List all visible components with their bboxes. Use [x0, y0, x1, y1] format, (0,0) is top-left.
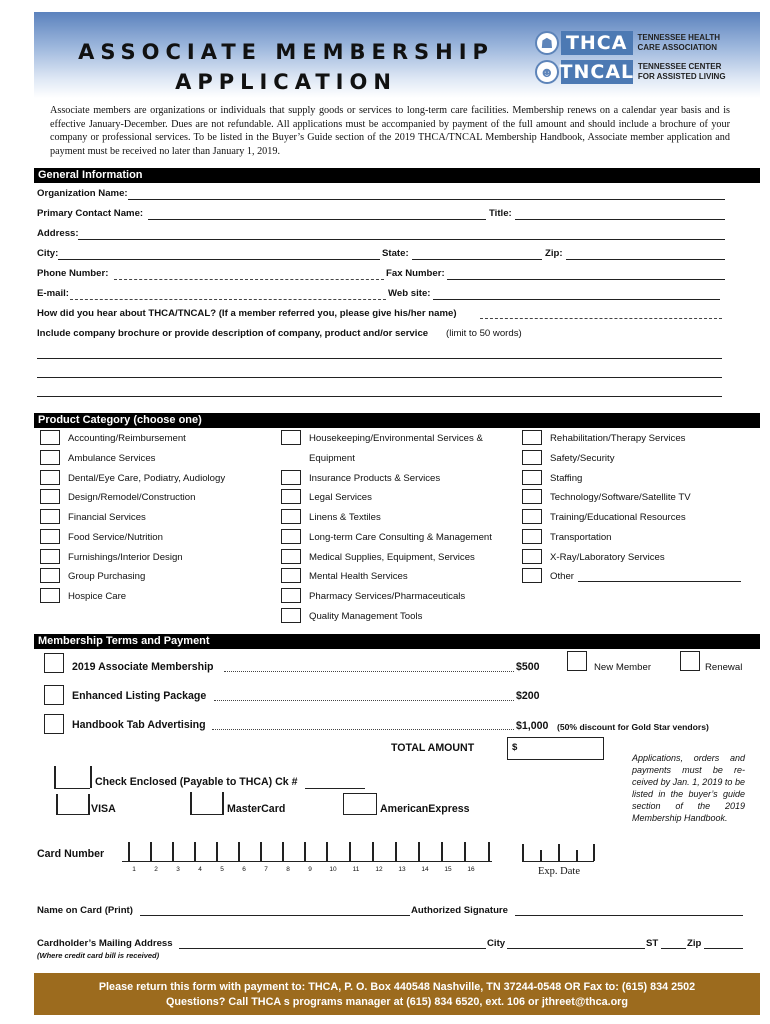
category-label: Ambulance Services [68, 453, 156, 464]
description-line-3[interactable] [37, 396, 722, 397]
digit-tick [441, 842, 443, 862]
card-digit-number: 15 [444, 866, 452, 873]
phone-field[interactable] [114, 279, 384, 280]
footer-questions-line: Questions? Call THCA s programs manager at (615) 834 6520, ext. 106 or jthreet@thca.org [166, 996, 628, 1008]
card-digit-number: 9 [308, 866, 312, 873]
form-title-line2: APPLICATION [175, 70, 397, 94]
checkbox-enhanced-listing[interactable] [44, 685, 64, 705]
check-number-field[interactable] [305, 788, 365, 789]
org-name-label: Organization Name: [37, 188, 128, 199]
checkbox-technology[interactable] [522, 489, 542, 504]
mastercard-blank[interactable] [190, 814, 224, 815]
phone-label: Phone Number: [37, 268, 109, 279]
category-label: Group Purchasing [68, 571, 146, 582]
visa-mark [88, 794, 90, 814]
thca-logo [535, 30, 733, 56]
exp-tick [558, 844, 560, 861]
digit-tick [216, 842, 218, 862]
checkbox-insurance[interactable] [281, 470, 301, 485]
checkbox-american-express[interactable] [343, 793, 377, 815]
primary-contact-field[interactable] [148, 219, 486, 220]
city-label-card: City [487, 938, 506, 949]
card-digit-number: 3 [176, 866, 180, 873]
deadline-note: Applications, orders and payments must be re-ceived by Jan. 1, 2019 to be listed in the buyer’s guide section of the 2019 Membership Handbook. [632, 753, 745, 823]
checkbox-quality-management[interactable] [281, 608, 301, 623]
title-label: Title: [489, 208, 512, 219]
tncal-logo-abbr: TNCAL [559, 61, 635, 83]
category-label: Other [550, 571, 574, 582]
exp-date-field[interactable] [522, 861, 594, 862]
category-label: Training/Educational Resources [550, 512, 686, 523]
other-field[interactable] [578, 581, 741, 582]
leader-dots [214, 700, 514, 701]
zip-label: Zip: [545, 248, 563, 259]
category-label: Linens & Textiles [309, 512, 381, 523]
category-label: Insurance Products & Services [309, 473, 441, 484]
category-label: Medical Supplies, Equipment, Services [309, 552, 475, 563]
authorized-signature-label: Authorized Signature [411, 905, 509, 916]
state-field[interactable] [412, 259, 542, 260]
checkbox-accounting[interactable] [40, 430, 60, 445]
category-label: Hospice Care [68, 591, 127, 602]
category-label: Pharmacy Services/Pharmaceuticals [309, 591, 466, 602]
general-info-heading: General Information [34, 168, 760, 183]
email-label: E-mail: [37, 288, 69, 299]
fax-field[interactable] [447, 279, 725, 280]
dollar-sign: $ [512, 742, 518, 753]
checkbox-training[interactable] [522, 509, 542, 524]
org-name-field[interactable] [128, 199, 725, 200]
digit-tick [260, 842, 262, 862]
checkbox-handbook-tab[interactable] [44, 714, 64, 734]
hear-about-label: How did you hear about THCA/TNCAL? (If a member referred you, please give his/her name) [37, 308, 457, 319]
thca-logo-name: TENNESSEE HEALTH CARE ASSOCIATION [637, 33, 721, 52]
people-icon: ☻ [535, 60, 559, 84]
checkbox-renewal[interactable] [680, 651, 700, 671]
checkbox-financial[interactable] [40, 509, 60, 524]
building-icon: ☗ [535, 31, 559, 55]
digit-tick [349, 842, 351, 862]
title-field[interactable] [515, 219, 725, 220]
membership-terms-heading: Membership Terms and Payment [34, 634, 760, 649]
exp-date-label: Exp. Date [538, 866, 580, 877]
category-label: Long-term Care Consulting & Management [309, 532, 492, 543]
checkbox-safety[interactable] [522, 450, 542, 465]
checkbox-other[interactable] [522, 568, 542, 583]
check-enclosed-mark [90, 766, 92, 788]
email-field[interactable] [70, 299, 386, 300]
checkbox-dental[interactable] [40, 470, 60, 485]
card-digit-number: 6 [242, 866, 246, 873]
category-label: Quality Management Tools [309, 611, 423, 622]
checkbox-staffing[interactable] [522, 470, 542, 485]
city-label: City: [37, 248, 59, 259]
total-amount-field[interactable] [507, 737, 604, 760]
st-label: ST [646, 938, 659, 949]
address-field[interactable] [78, 239, 725, 240]
form-title-line1: ASSOCIATE MEMBERSHIP [78, 40, 494, 64]
primary-contact-label: Primary Contact Name: [37, 208, 144, 219]
category-label: Safety/Security [550, 453, 615, 464]
tncal-logo-name: TENNESSEE CENTER FOR ASSISTED LIVING [637, 62, 726, 81]
checkbox-pharmacy[interactable] [281, 588, 301, 603]
check-enclosed-label: Check Enclosed (Payable to THCA) Ck # [95, 776, 298, 788]
category-label: Legal Services [309, 492, 372, 503]
card-digit-number: 8 [286, 866, 290, 873]
digit-tick [304, 842, 306, 862]
thca-logo-abbr: THCA [561, 31, 633, 55]
new-member-label: New Member [594, 662, 652, 673]
mastercard-mark [190, 792, 192, 814]
st-field[interactable] [661, 948, 686, 949]
address-label: Address: [37, 228, 79, 239]
category-label: Food Service/Nutrition [68, 532, 163, 543]
category-label: Staffing [550, 473, 583, 484]
website-field[interactable] [433, 299, 720, 300]
checkbox-group-purchasing[interactable] [40, 568, 60, 583]
description-line-1[interactable] [37, 358, 722, 359]
checkbox-medical-supplies[interactable] [281, 549, 301, 564]
check-enclosed-blank[interactable] [54, 788, 90, 789]
checkbox-new-member[interactable] [567, 651, 587, 671]
city-field[interactable] [58, 259, 380, 260]
name-on-card-label: Name on Card (Print) [37, 905, 133, 916]
digit-tick [282, 842, 284, 862]
brochure-limit: (limit to 50 words) [446, 328, 522, 339]
category-label: Accounting/Reimbursement [68, 433, 186, 444]
category-label: X-Ray/Laboratory Services [550, 552, 665, 563]
checkbox-legal[interactable] [281, 489, 301, 504]
renewal-label: Renewal [705, 662, 743, 673]
category-label: Transportation [550, 532, 612, 543]
exp-tick [522, 844, 524, 861]
product-category-heading: Product Category (choose one) [34, 413, 760, 428]
digit-tick [172, 842, 174, 862]
card-digit-number: 11 [352, 866, 360, 873]
name-on-card-field[interactable] [140, 915, 410, 916]
gold-star-note: (50% discount for Gold Star vendors) [557, 722, 709, 732]
total-amount-label: TOTAL AMOUNT [391, 742, 475, 754]
american-express-label: AmericanExpress [380, 803, 470, 815]
exp-tick [576, 850, 578, 861]
digit-tick [326, 842, 328, 862]
digit-tick [238, 842, 240, 862]
state-label: State: [382, 248, 409, 259]
card-digit-number: 13 [398, 866, 406, 873]
visa-blank[interactable] [56, 814, 90, 815]
authorized-signature-field[interactable] [515, 915, 743, 916]
digit-tick [488, 842, 490, 862]
category-label: Mental Health Services [309, 571, 408, 582]
card-digit-number: 16 [467, 866, 475, 873]
digit-tick [395, 842, 397, 862]
card-digit-number: 4 [198, 866, 202, 873]
enhanced-listing-price: $200 [516, 690, 540, 702]
digit-tick [150, 842, 152, 862]
category-label: Housekeeping/Environmental Services & [309, 433, 483, 444]
checkbox-xray[interactable] [522, 549, 542, 564]
checkbox-hospice[interactable] [40, 588, 60, 603]
zip-field[interactable] [566, 259, 725, 260]
associate-membership-price: $500 [516, 661, 540, 673]
cardholder-address-field[interactable] [179, 948, 486, 949]
exp-tick [540, 850, 542, 861]
checkbox-ltc-consulting[interactable] [281, 529, 301, 544]
digit-tick [464, 842, 466, 862]
exp-tick [593, 844, 595, 861]
checkbox-food[interactable] [40, 529, 60, 544]
fax-label: Fax Number: [386, 268, 445, 279]
category-label: Furnishings/Interior Design [68, 552, 183, 563]
card-number-field[interactable] [122, 861, 492, 862]
footer-return-line: Please return this form with payment to: THCA, P. O. Box 440548 Nashville, TN 37244-0548 OR Fax to: (615) 834 2502 [98, 981, 696, 993]
billing-note: (Where credit card bill is received) [37, 951, 160, 960]
card-digit-number: 12 [375, 866, 383, 873]
handbook-tab-label: Handbook Tab Advertising [72, 719, 206, 731]
category-label: Technology/Software/Satellite TV [550, 492, 691, 503]
card-digit-number: 14 [421, 866, 429, 873]
card-digit-number: 2 [154, 866, 158, 873]
category-label: Design/Remodel/Construction [68, 492, 196, 503]
hear-about-field[interactable] [480, 318, 722, 319]
mastercard-label: MasterCard [227, 803, 286, 815]
card-digit-number: 1 [132, 866, 136, 873]
leader-dots [212, 729, 514, 730]
leader-dots [224, 671, 514, 672]
cardholder-address-label: Cardholder’s Mailing Address [37, 938, 173, 949]
digit-tick [194, 842, 196, 862]
description-line-2[interactable] [37, 377, 722, 378]
category-label: Rehabilitation/Therapy Services [550, 433, 686, 444]
checkbox-mental-health[interactable] [281, 568, 301, 583]
associate-membership-label: 2019 Associate Membership [72, 661, 214, 673]
intro-paragraph: Associate members are organizations or individuals that supply goods or services to long-term care facilities. Membership renews on a calendar year basis and is effective January-December. Dues are not refundable. All applications must be accompanied by payment of the full amount and should include a brochure of your company or professional services. To be listed in the Buyer’s Guide section of the 2019 THCA/TNCAL Membership Handbook, Associate member application and payment must be received no later than January 1, 2019. [50, 105, 730, 157]
enhanced-listing-label: Enhanced Listing Package [72, 690, 207, 702]
website-label: Web site: [388, 288, 431, 299]
checkbox-linens[interactable] [281, 509, 301, 524]
card-zip-field[interactable] [704, 948, 743, 949]
checkbox-ambulance[interactable] [40, 450, 60, 465]
checkbox-design[interactable] [40, 489, 60, 504]
card-city-field[interactable] [507, 948, 645, 949]
handbook-tab-price: $1,000 [516, 720, 549, 732]
brochure-label: Include company brochure or provide description of company, product and/or service [37, 328, 429, 339]
category-label-continued: Equipment [309, 453, 355, 464]
checkbox-furnishings[interactable] [40, 549, 60, 564]
footer-bar [34, 973, 760, 1015]
category-label: Financial Services [68, 512, 146, 523]
digit-tick [128, 842, 130, 862]
category-label: Dental/Eye Care, Podiatry, Audiology [68, 473, 226, 484]
check-enclosed-mark [54, 766, 56, 788]
zip-label-card: Zip [687, 938, 702, 949]
digit-tick [418, 842, 420, 862]
visa-mark [56, 794, 58, 814]
checkbox-rehabilitation[interactable] [522, 430, 542, 445]
checkbox-transportation[interactable] [522, 529, 542, 544]
checkbox-associate-membership[interactable] [44, 653, 64, 673]
card-digit-number: 7 [264, 866, 268, 873]
card-number-label: Card Number [37, 848, 105, 860]
mastercard-mark [222, 792, 224, 814]
visa-label: VISA [91, 803, 116, 815]
digit-tick [372, 842, 374, 862]
card-digit-number: 10 [329, 866, 337, 873]
card-digit-number: 5 [220, 866, 224, 873]
checkbox-housekeeping[interactable] [281, 430, 301, 445]
tncal-logo [535, 59, 733, 85]
